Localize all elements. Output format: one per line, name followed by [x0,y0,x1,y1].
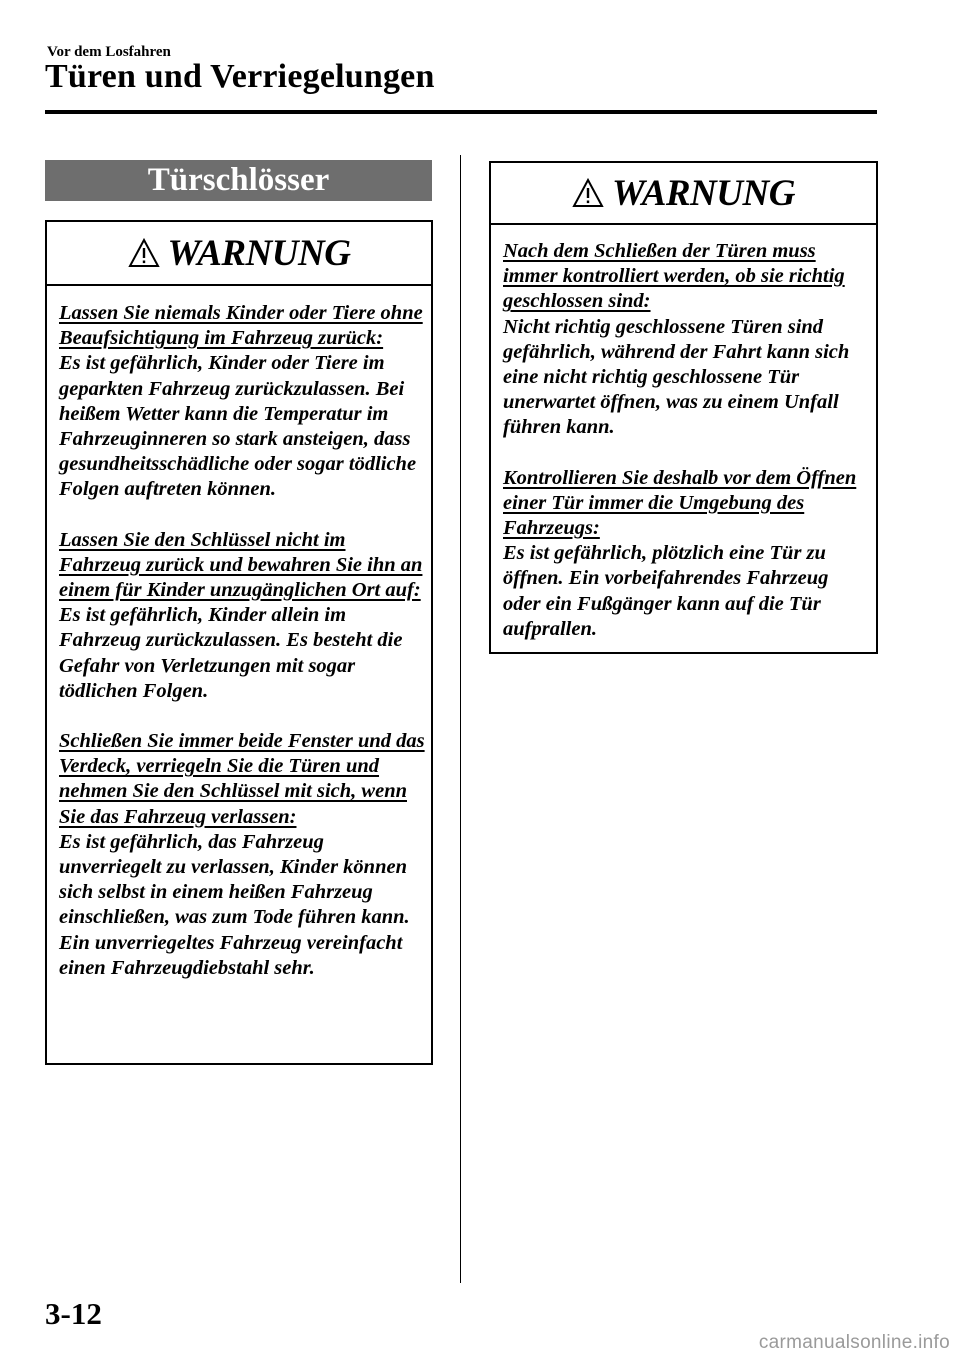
warning-paragraph-text: Es ist gefährlich, plötzlich eine Tür zu öffnen. Ein vorbeifahrendes Fahrzeug oder ein Fußgänger kann auf die Tür aufprallen. [503,542,829,640]
warning-paragraph-heading: Nach dem Schließen der Türen muss immer kontrolliert werden, ob sie richtig geschlossen sind: [503,240,845,313]
warning-triangle-icon [128,238,160,268]
warning-header [47,222,431,286]
warning-paragraph-text: Es ist gefährlich, Kinder allein im Fahrzeug zurückzulassen. Es besteht die Gefahr von Verletzungen mit sogar tödlichen Folgen. [59,604,403,702]
warning-paragraph-heading: Kontrollieren Sie deshalb vor dem Öffnen einer Tür immer die Umgebung des Fahrzeugs: [503,466,857,540]
warning-paragraph-heading: Lassen Sie den Schlüssel nicht im Fahrzeug zurück und bewahren Sie ihn an einem für Kinder unzugänglichen Ort auf: [59,528,423,602]
warning-paragraph [59,729,425,981]
warning-paragraph [59,301,425,503]
section-banner: Türschlösser [45,160,432,201]
page-title: Türen und Verriegelungen [45,58,435,95]
warning-paragraph [503,466,870,642]
warning-box-left [45,220,433,1065]
warning-paragraph-text: Es ist gefährlich, Kinder oder Tiere im geparkten Fahrzeug zurückzulassen. Bei heißem Wetter kann die Temperatur im Fahrzeuginneren so stark ansteigen, dass gesundheitsschädliche oder sogar tödliche Folgen auftreten können. [59,352,417,501]
warning-title: WARNUNG [612,172,795,214]
warning-triangle-icon [572,178,604,208]
warning-paragraph [503,239,870,441]
warning-title: WARNUNG [167,232,351,274]
column-divider [460,155,461,1283]
warning-paragraph-heading: Lassen Sie niemals Kinder oder Tiere ohne Beaufsichtigung im Fahrzeug zurück: [59,302,423,350]
header-rule [45,110,877,114]
warning-paragraph-text: Nicht richtig geschlossene Türen sind gefährlich, während der Fahrt kann sich eine nicht richtig geschlossene Tür unerwartet öffnen, was zu einem Unfall führen kann. [503,315,850,439]
watermark: carmanualsonline.info [758,1332,950,1353]
page-number: 3-12 [45,1296,102,1331]
warning-paragraph-heading: Schließen Sie immer beide Fenster und das Verdeck, verriegeln Sie die Türen und nehmen Sie den Schlüssel mit sich, wenn Sie das Fahrzeug verlassen: [59,730,425,828]
warning-body [491,225,876,642]
warning-box-right [489,161,878,654]
warning-body [47,286,431,981]
warning-header [491,163,876,225]
warning-paragraph-text: Es ist gefährlich, das Fahrzeug unverriegelt zu verlassen, Kinder können sich selbst in einem heißen Fahrzeug einschließen, was zum Tode führen kann. Ein unverriegeltes Fahrzeug vereinfacht einen Fahrzeugdiebstahl sehr. [59,830,410,979]
header-section: Vor dem Losfahren [47,44,171,60]
warning-paragraph [59,528,425,704]
